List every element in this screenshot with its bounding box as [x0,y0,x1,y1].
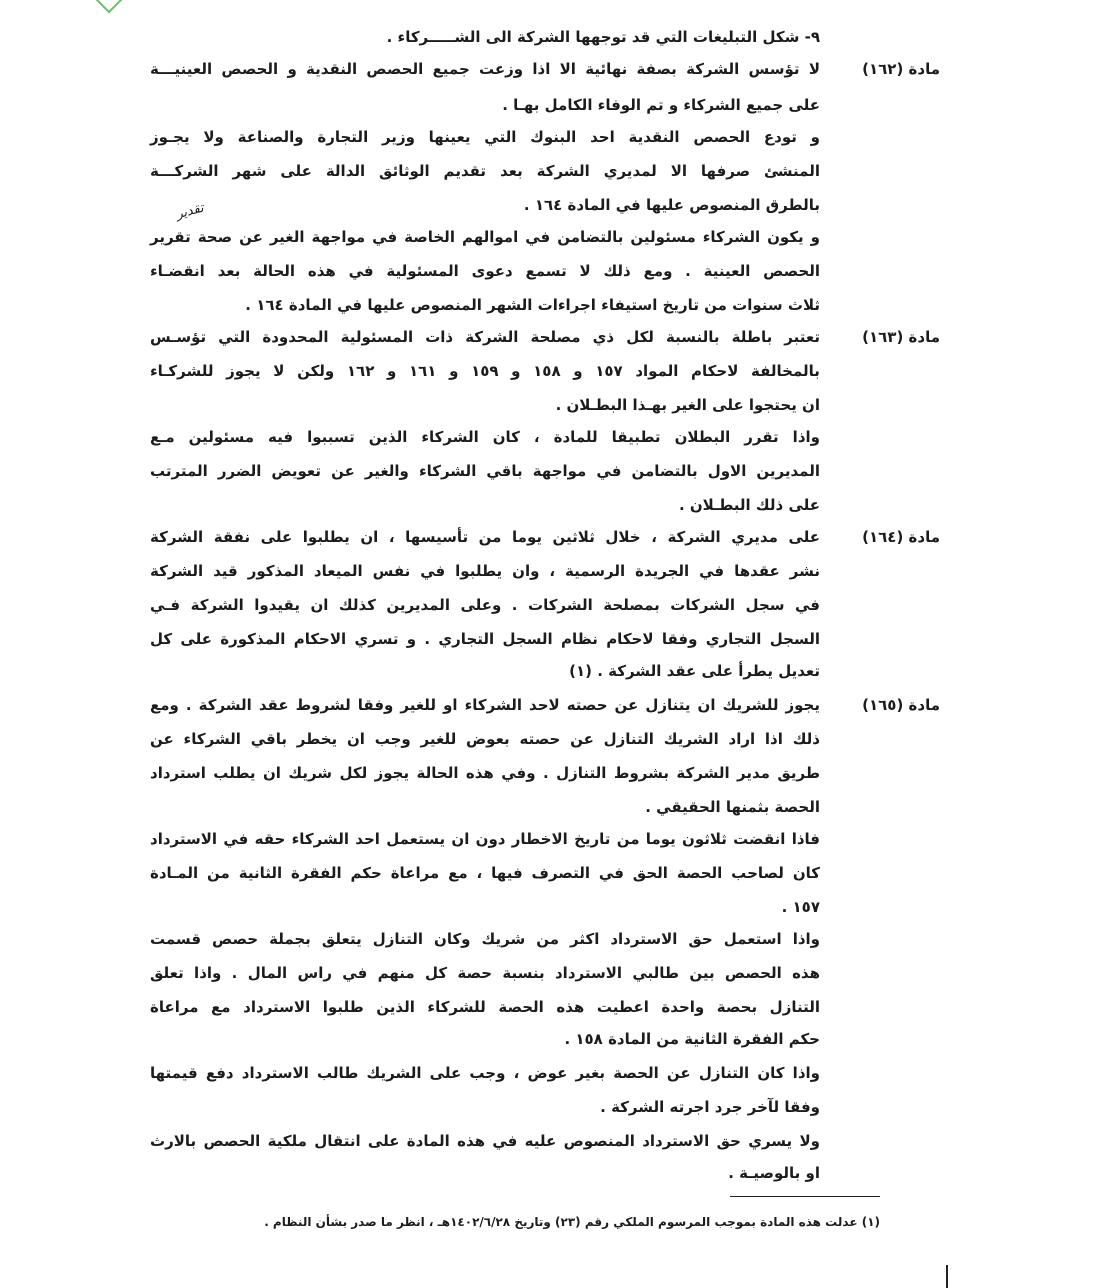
text-line: تعتبر باطلة بالنسبة لكل ذي مصلحة الشركة ذات المسئولية المحدودة التي تؤسـس [150,328,820,346]
text-line: بالطرق المنصوص عليها في المادة ١٦٤ . [523,196,820,214]
footnote-separator [730,1196,880,1197]
text-line: يجوز للشريك ان يتنازل عن حصته لاحد الشركاء او للغير وفقا لشروط عقد الشركة . ومع [150,696,820,714]
text-line: او بالوصيـة . [728,1164,820,1182]
text-line: حكم الفقرة الثانية من المادة ١٥٨ . [564,1030,820,1048]
text-line: على جميع الشركاء و تم الوفاء الكامل بهـا . [502,96,820,114]
text-line: واذا تقرر البطلان تطبيقا للمادة ، كان الشركاء الذين تسببوا فيه مسئولين مـع [150,428,820,446]
text-line: ذلك اذا اراد الشريك التنازل عن حصته بعوض للغير وجب ان يخطر باقي الشركاء عن [150,730,820,748]
text-line: لا تؤسس الشركة بصفة نهائية الا اذا وزعت جميع الحصص النقدية و الحصص العينيـــة [150,60,820,78]
text-line: على ذلك البطـلان . [678,496,820,514]
text-line: ٩- شكل التبليغات التي قد توجهها الشركة الى الشـــــركاء . [386,28,820,46]
text-line: المديرين الاول بالتضامن في مواجهة باقي الشركاء والغير عن تعويض الضرر المترتب [150,462,820,480]
text-line: السجل التجاري وفقا لاحكام نظام السجل التجاري . و تسري الاحكام المذكورة على كل [150,630,820,648]
text-line: بالمخالفة لاحكام المواد ١٥٧ و ١٥٨ و ١٥٩ و ١٦١ و ١٦٢ ولكن لا يجوز للشركـاء [150,362,820,380]
text-line: ان يحتجوا على الغير بهـذا البطـلان . [555,396,820,414]
article-number-163: مادة (١٦٣) [862,328,940,346]
footnote: (١) عدلت هذه المادة بموجب المرسوم الملكي رقم (٢٣) وتاريخ ١٤٠٢/٦/٢٨هـ ، انظر ما صدر بشأن النظام . [264,1215,880,1229]
text-line: نشر عقدها في الجريدة الرسمية ، وان يطلبوا في نفس الميعاد المذكور قيد الشركة [150,562,820,580]
text-line: الحصة بثمنها الحقيقي . [645,798,820,816]
text-line: كان لصاحب الحصة الحق في التصرف فيها ، مع مراعاة حكم الفقرة الثانية من المـادة [150,864,820,882]
text-line: هذه الحصص بين طالبي الاسترداد بنسبة حصة كل منهم في راس المال . واذا تعلق [150,964,820,982]
text-line: التنازل بحصة واحدة اعطيت هذه الحصة للشركاء الذين طلبوا الاسترداد مع مراعاة [150,998,820,1016]
text-line: المنشئ صرفها الا لمديري الشركة بعد تقديم الوثائق الدالة على شهر الشركـــة [150,162,820,180]
text-line: في سجل الشركات بمصلحة الشركات . وعلى المديرين كذلك ان يقيدوا الشركة فـي [150,596,820,614]
text-line: ولا يسري حق الاسترداد المنصوص عليه في هذه المادة على انتقال ملكية الحصص بالارث [150,1132,820,1150]
handwritten-annotation: تقدير [174,200,206,223]
text-line: و يكون الشركاء مسئولين بالتضامن في اموالهم الخاصة في مواجهة الغير عن صحة تقرير [150,228,820,246]
text-line: ١٥٧ . [781,898,820,916]
edge-mark [946,1265,948,1288]
text-line: فاذا انقضت ثلاثون يوما من تاريخ الاخطار دون ان يستعمل احد الشركاء حقه في الاسترداد [150,830,820,848]
text-line: واذا كان التنازل عن الحصة بغير عوض ، وجب على الشريك طالب الاسترداد دفع قيمتها [150,1064,820,1082]
text-line: على مديري الشركة ، خلال ثلاثين يوما من تأسيسها ، ان يطلبوا على نفقة الشركة [150,528,820,546]
article-number-164: مادة (١٦٤) [862,528,940,546]
text-line: وفقا لآخر جرد اجرته الشركة . [600,1098,820,1116]
article-number-165: مادة (١٦٥) [862,696,940,714]
text-line: تعديل يطرأ على عقد الشركة . (١) [569,662,820,680]
text-line: و تودع الحصص النقدية احد البنوك التي يعينها وزير التجارة والصناعة ولا يجـوز [150,128,820,146]
text-line: ثلاث سنوات من تاريخ استيفاء اجراءات الشهر المنصوص عليها في المادة ١٦٤ . [245,296,820,314]
article-number-162: مادة (١٦٢) [862,60,940,78]
text-line: طريق مدير الشركة بشروط التنازل . وفي هذه الحالة يجوز لكل شريك ان يطلب استرداد [150,764,820,782]
text-line: واذا استعمل حق الاسترداد اكثر من شريك وكان التنازل يتعلق بجملة حصص قسمت [150,930,820,948]
corner-mark [91,0,128,13]
text-line: الحصص العينية . ومع ذلك لا تسمع دعوى المسئولية في هذه الحالة بعد انقضـاء [150,262,820,280]
